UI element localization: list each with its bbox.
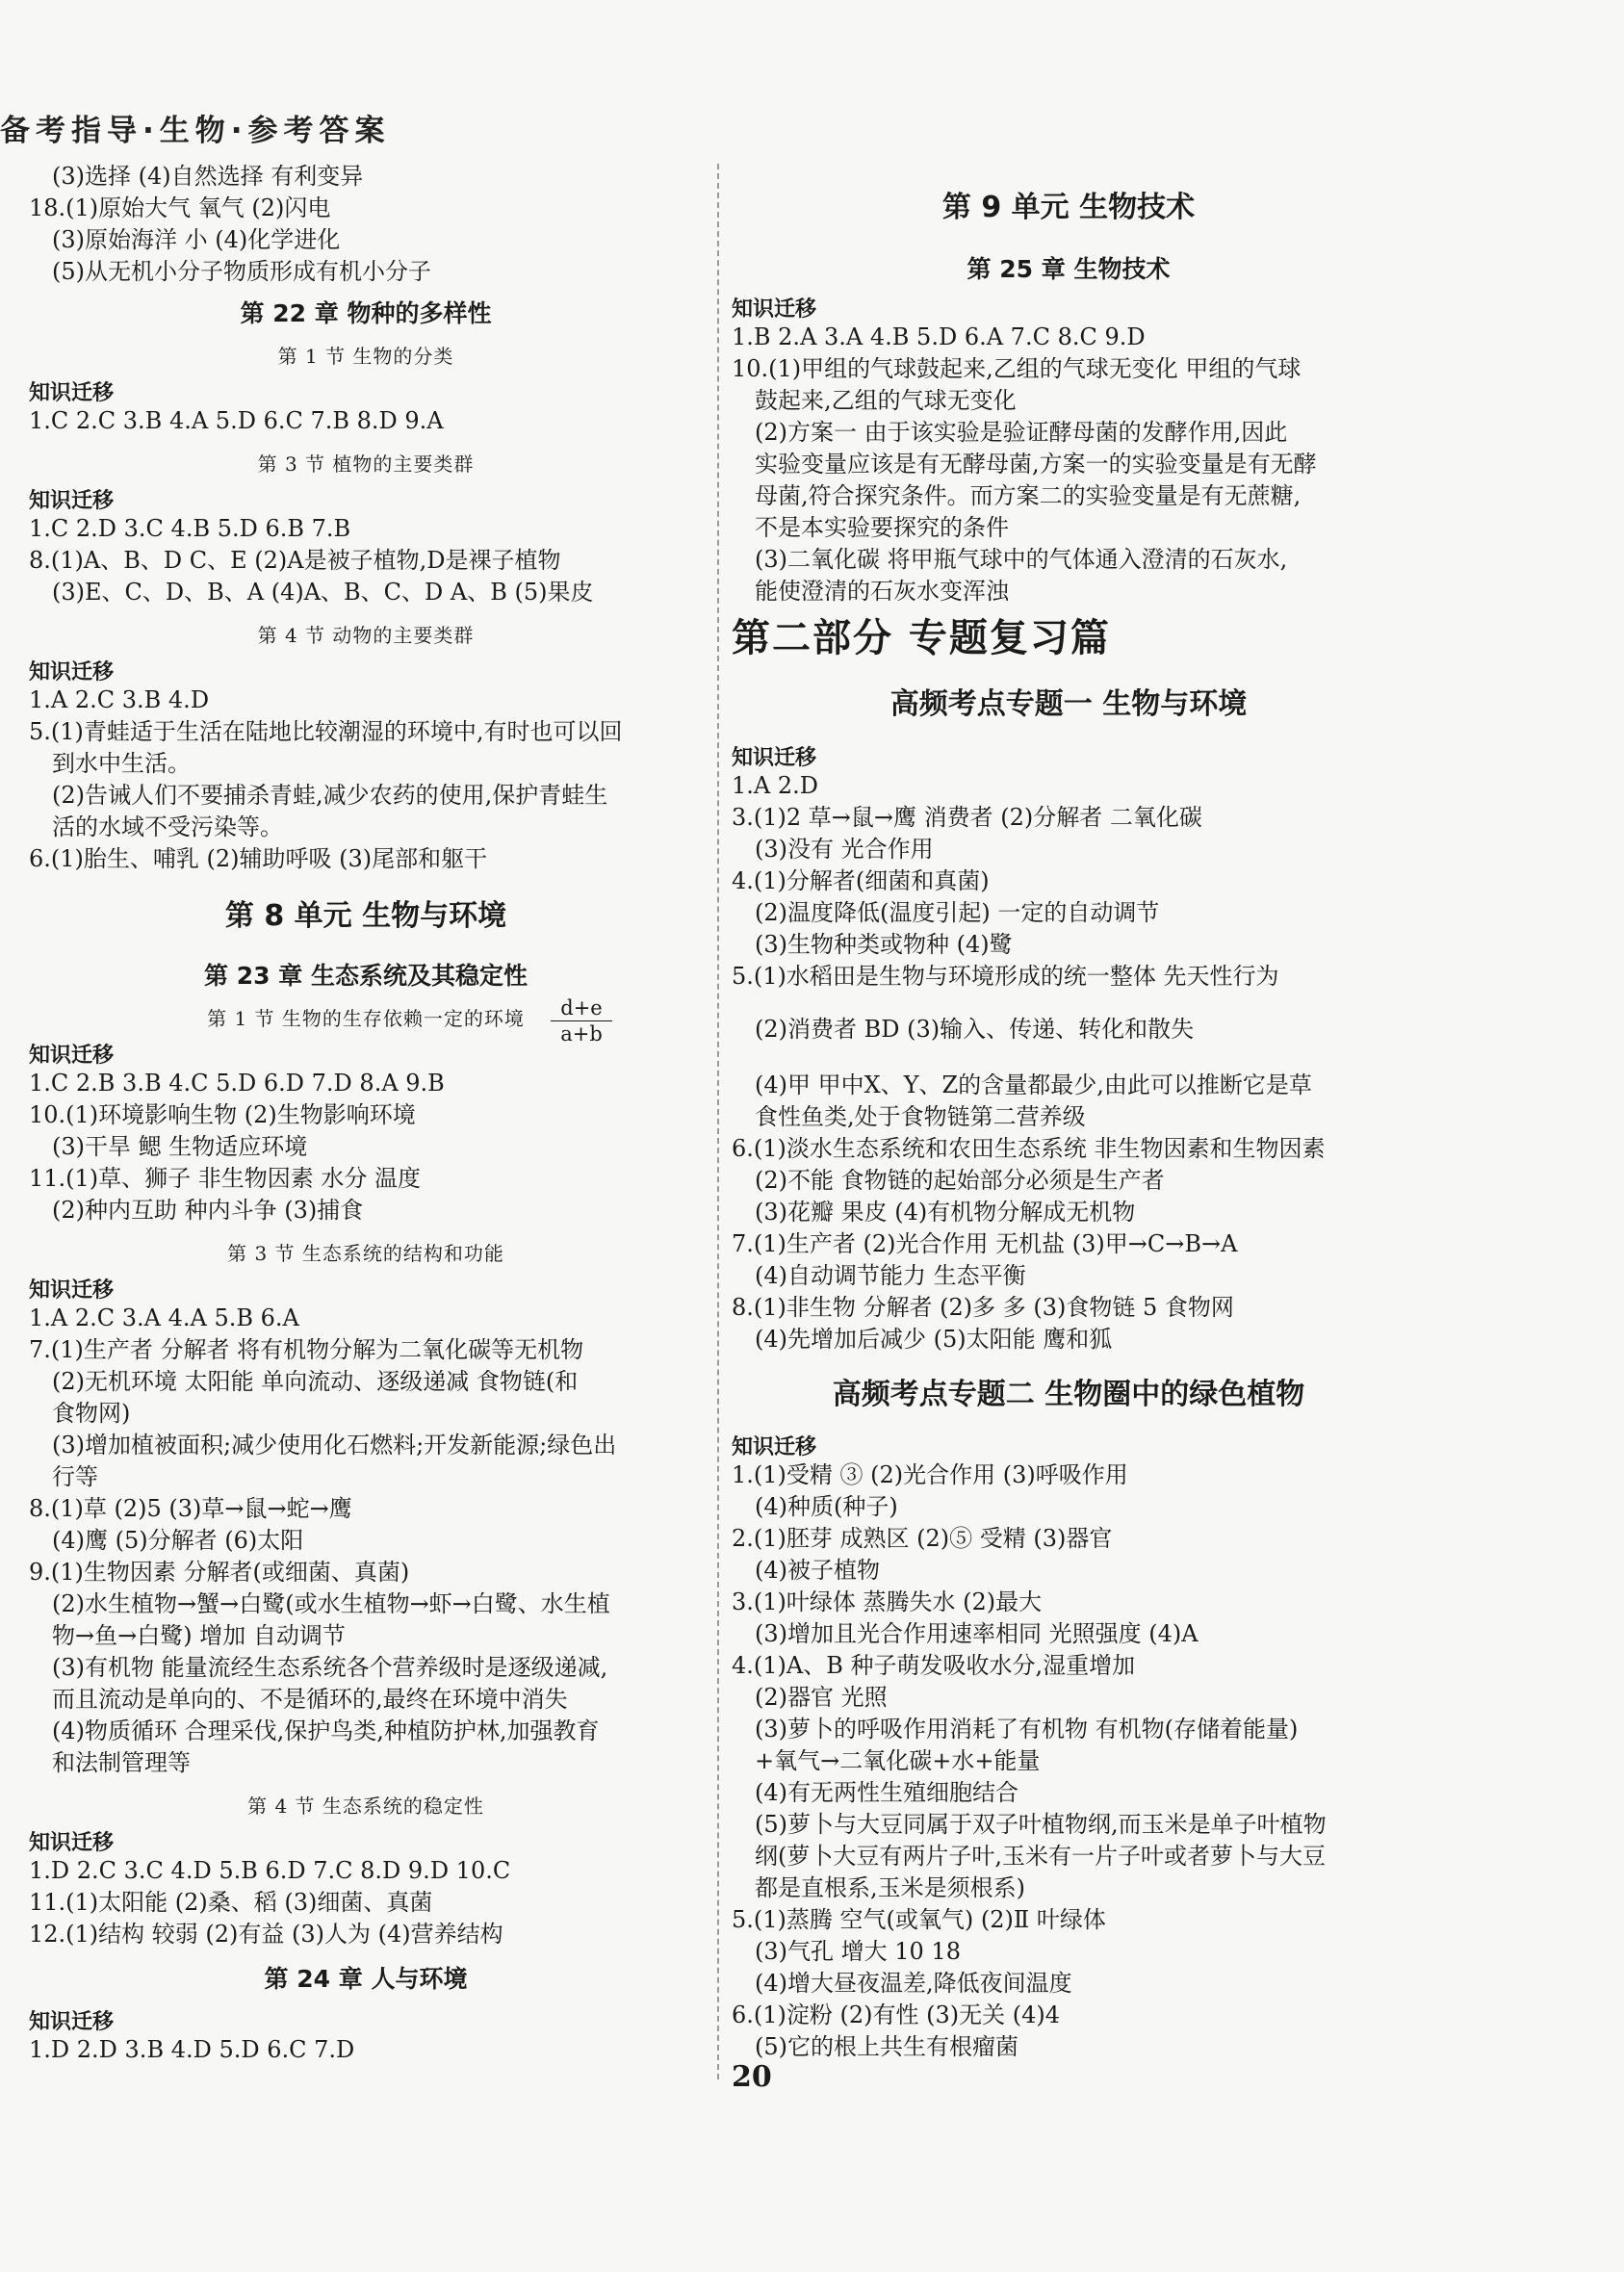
unit-heading: 高频考点专题一 生物与环境 bbox=[889, 687, 1248, 721]
answer-line: (2)消费者 BD (3)输入、传递、转化和散失 bbox=[755, 1016, 1195, 1043]
subheading: 知识迁移 bbox=[732, 746, 817, 770]
answer-line: 物→鱼→白鹭) 增加 自动调节 bbox=[52, 1622, 346, 1649]
answer-line: +氧气→二氧化碳+水+能量 bbox=[755, 1747, 1041, 1774]
answer-line: (4)种质(种子) bbox=[755, 1493, 898, 1520]
answer-line: (4)有无两性生殖细胞结合 bbox=[755, 1779, 1018, 1806]
answer-line: (3)气孔 增大 10 18 bbox=[755, 1938, 961, 1965]
answer-line: (4)物质循环 合理采伐,保护鸟类,种植防护林,加强教育 bbox=[52, 1717, 600, 1744]
answer-line: 6.(1)胎生、哺乳 (2)辅助呼吸 (3)尾部和躯干 bbox=[29, 845, 488, 872]
answer-line: 食性鱼类,处于食物链第二营养级 bbox=[755, 1103, 1086, 1130]
answer-line: (3)原始海洋 小 (4)化学进化 bbox=[52, 226, 341, 253]
answer-line: 9.(1)生物因素 分解者(或细菌、真菌) bbox=[29, 1559, 410, 1586]
answer-line: (3)生物种类或物种 (4)鹭 bbox=[755, 931, 1013, 958]
answer-line: 5.(1)青蛙适于生活在陆地比较潮湿的环境中,有时也可以回 bbox=[29, 718, 623, 745]
chapter-heading: 第 22 章 物种的多样性 bbox=[240, 299, 492, 327]
answer-line: (2)不能 食物链的起始部分必须是生产者 bbox=[755, 1167, 1165, 1194]
subheading: 知识迁移 bbox=[29, 1044, 115, 1068]
answer-line: (4)甲 甲中X、Y、Z的含量都最少,由此可以推断它是草 bbox=[755, 1071, 1312, 1098]
answer-line: 4.(1)A、B 种子萌发吸收水分,湿重增加 bbox=[732, 1652, 1136, 1679]
answer-line: 食物网) bbox=[52, 1400, 131, 1427]
fraction-numerator: d+e bbox=[551, 995, 612, 1021]
answer-line: (5)从无机小分子物质形成有机小分子 bbox=[52, 258, 431, 285]
subheading: 知识迁移 bbox=[29, 1831, 115, 1855]
answer-line: 12.(1)结构 较弱 (2)有益 (3)人为 (4)营养结构 bbox=[29, 1921, 503, 1948]
answer-line: (2)器官 光照 bbox=[755, 1684, 888, 1711]
answer-line: 2.(1)胚芽 成熟区 (2)⑤ 受精 (3)器官 bbox=[732, 1525, 1113, 1552]
answer-line: 鼓起来,乙组的气球无变化 bbox=[755, 387, 1017, 414]
chapter-heading: 第 25 章 生物技术 bbox=[967, 255, 1171, 283]
answer-line: 到水中生活。 bbox=[52, 750, 191, 777]
section-heading: 第 3 节 植物的主要类群 bbox=[257, 452, 475, 476]
page-number: 20 bbox=[732, 2060, 772, 2094]
answer-line: 都是直根系,玉米是须根系) bbox=[755, 1874, 1025, 1901]
answer-line: 1.A 2.C 3.B 4.D bbox=[29, 686, 210, 713]
answer-line: (2)无机环境 太阳能 单向流动、逐级递减 食物链(和 bbox=[52, 1368, 579, 1395]
answer-line: (2)水生植物→蟹→白鹭(或水生植物→虾→白鹭、水生植 bbox=[52, 1590, 610, 1617]
subheading: 知识迁移 bbox=[29, 1278, 115, 1303]
answer-line: (3)增加且光合作用速率相同 光照强度 (4)A bbox=[755, 1620, 1199, 1647]
answer-line: (3)有机物 能量流经生态系统各个营养级时是逐级递减, bbox=[52, 1654, 608, 1681]
answer-line: (2)温度降低(温度引起) 一定的自动调节 bbox=[755, 899, 1160, 926]
answer-line: (4)先增加后减少 (5)太阳能 鹰和狐 bbox=[755, 1326, 1113, 1353]
answer-line: 1.(1)受精 ③ (2)光合作用 (3)呼吸作用 bbox=[732, 1461, 1128, 1488]
answer-line: 3.(1)叶绿体 蒸腾失水 (2)最大 bbox=[732, 1588, 1043, 1615]
answer-line: 能使澄清的石灰水变浑浊 bbox=[755, 578, 1009, 605]
energy-fraction bbox=[551, 995, 612, 1046]
answer-line: 10.(1)环境影响生物 (2)生物影响环境 bbox=[29, 1101, 416, 1128]
answer-line: 6.(1)淀粉 (2)有性 (3)无关 (4)4 bbox=[732, 2001, 1061, 2028]
answer-line: 8.(1)非生物 分解者 (2)多 多 (3)食物链 5 食物网 bbox=[732, 1294, 1234, 1321]
unit-heading: 第 9 单元 生物技术 bbox=[941, 191, 1196, 224]
answer-line: 4.(1)分解者(细菌和真菌) bbox=[732, 867, 990, 894]
section-heading: 第 3 节 生态系统的结构和功能 bbox=[227, 1242, 504, 1265]
part-heading: 第二部分 专题复习篇 bbox=[732, 616, 1111, 660]
answer-line: 11.(1)太阳能 (2)桑、稻 (3)细菌、真菌 bbox=[29, 1889, 433, 1916]
answer-line: 1.D 2.C 3.C 4.D 5.B 6.D 7.C 8.D 9.D 10.C bbox=[29, 1857, 511, 1884]
fraction-denominator: a+b bbox=[560, 1022, 603, 1046]
answer-line: 1.D 2.D 3.B 4.D 5.D 6.C 7.D bbox=[29, 2036, 355, 2063]
answer-line: (2)告诫人们不要捕杀青蛙,减少农药的使用,保护青蛙生 bbox=[52, 782, 608, 809]
answer-line: (3)没有 光合作用 bbox=[755, 836, 934, 863]
answer-line: 活的水域不受污染等。 bbox=[52, 813, 283, 840]
answer-line: 18.(1)原始大气 氧气 (2)闪电 bbox=[29, 194, 331, 221]
answer-line: 而且流动是单向的、不是循环的,最终在环境中消失 bbox=[52, 1686, 568, 1713]
answer-line: (3)花瓣 果皮 (4)有机物分解成无机物 bbox=[755, 1199, 1136, 1226]
answer-line: (3)选择 (4)自然选择 有利变异 bbox=[52, 163, 364, 190]
subheading: 知识迁移 bbox=[29, 2010, 115, 2034]
unit-heading: 第 8 单元 生物与环境 bbox=[224, 899, 507, 933]
chapter-heading: 第 24 章 人与环境 bbox=[264, 1965, 468, 1993]
answer-line: 7.(1)生产者 (2)光合作用 无机盐 (3)甲→C→B→A bbox=[732, 1230, 1238, 1257]
answer-line: 11.(1)草、狮子 非生物因素 水分 温度 bbox=[29, 1165, 422, 1192]
answer-line: (2)种内互助 种内斗争 (3)捕食 bbox=[52, 1197, 364, 1224]
subheading: 知识迁移 bbox=[29, 381, 115, 405]
running-head: 备考指导·生物·参考答案 bbox=[0, 114, 391, 148]
answer-line: 行等 bbox=[52, 1463, 98, 1490]
section-heading: 第 1 节 生物的生存依赖一定的环境 bbox=[207, 1007, 525, 1030]
column-divider bbox=[717, 164, 719, 2079]
subheading: 知识迁移 bbox=[732, 297, 817, 322]
answer-line: (4)鹰 (5)分解者 (6)太阳 bbox=[52, 1527, 304, 1554]
answer-line: 7.(1)生产者 分解者 将有机物分解为二氧化碳等无机物 bbox=[29, 1336, 584, 1363]
answer-line: (4)增大昼夜温差,降低夜间温度 bbox=[755, 1970, 1072, 1997]
answer-line: 3.(1)2 草→鼠→鹰 消费者 (2)分解者 二氧化碳 bbox=[732, 804, 1202, 831]
answer-line: (4)被子植物 bbox=[755, 1557, 880, 1584]
answer-line: 8.(1)A、B、D C、E (2)A是被子植物,D是裸子植物 bbox=[29, 547, 561, 574]
answer-line: (3)E、C、D、B、A (4)A、B、C、D A、B (5)果皮 bbox=[52, 579, 594, 606]
answer-line: 不是本实验要探究的条件 bbox=[755, 514, 1009, 541]
subheading: 知识迁移 bbox=[29, 660, 115, 684]
section-heading: 第 4 节 生态系统的稳定性 bbox=[247, 1794, 484, 1818]
answer-line: 1.A 2.D bbox=[732, 772, 818, 799]
answer-line: 纲(萝卜大豆有两片子叶,玉米有一片子叶或者萝卜与大豆 bbox=[755, 1843, 1326, 1870]
answer-line: (3)干旱 鳃 生物适应环境 bbox=[52, 1133, 308, 1160]
answer-line: 1.C 2.C 3.B 4.A 5.D 6.C 7.B 8.D 9.A bbox=[29, 407, 444, 434]
subheading: 知识迁移 bbox=[29, 489, 115, 513]
unit-heading: 高频考点专题二 生物圈中的绿色植物 bbox=[832, 1378, 1305, 1411]
answer-line: 5.(1)蒸腾 空气(或氧气) (2)Ⅱ 叶绿体 bbox=[732, 1906, 1106, 1933]
answer-line: (3)增加植被面积;减少使用化石燃料;开发新能源;绿色出 bbox=[52, 1432, 617, 1459]
answer-line: 5.(1)水稻田是生物与环境形成的统一整体 先天性行为 bbox=[732, 963, 1279, 990]
answer-line: 6.(1)淡水生态系统和农田生态系统 非生物因素和生物因素 bbox=[732, 1135, 1326, 1162]
chapter-heading: 第 23 章 生态系统及其稳定性 bbox=[204, 962, 528, 990]
answer-line: (4)自动调节能力 生态平衡 bbox=[755, 1262, 1026, 1289]
answer-line: 和法制管理等 bbox=[52, 1749, 191, 1776]
subheading: 知识迁移 bbox=[732, 1435, 817, 1459]
answer-line: 1.B 2.A 3.A 4.B 5.D 6.A 7.C 8.C 9.D bbox=[732, 323, 1146, 350]
answer-line: 实验变量应该是有无酵母菌,方案一的实验变量是有无酵 bbox=[755, 451, 1317, 478]
answer-line: (5)萝卜与大豆同属于双子叶植物纲,而玉米是单子叶植物 bbox=[755, 1811, 1327, 1838]
answer-line: (2)方案一 由于该实验是验证酵母菌的发酵作用,因此 bbox=[755, 419, 1288, 446]
answer-line: 10.(1)甲组的气球鼓起来,乙组的气球无变化 甲组的气球 bbox=[732, 355, 1302, 382]
answer-line: (3)二氧化碳 将甲瓶气球中的气体通入澄清的石灰水, bbox=[755, 546, 1288, 573]
section-heading: 第 4 节 动物的主要类群 bbox=[257, 624, 475, 647]
answer-line: 1.C 2.B 3.B 4.C 5.D 6.D 7.D 8.A 9.B bbox=[29, 1070, 445, 1097]
answer-line: 母菌,符合探究条件。而方案二的实验变量是有无蔗糖, bbox=[755, 482, 1302, 509]
answer-line: 8.(1)草 (2)5 (3)草→鼠→蛇→鹰 bbox=[29, 1495, 352, 1522]
answer-line: 1.A 2.C 3.A 4.A 5.B 6.A bbox=[29, 1304, 299, 1331]
answer-line: (5)它的根上共生有根瘤菌 bbox=[755, 2033, 1018, 2060]
answer-line: 1.C 2.D 3.C 4.B 5.D 6.B 7.B bbox=[29, 515, 351, 542]
answer-line: (3)萝卜的呼吸作用消耗了有机物 有机物(存储着能量) bbox=[755, 1716, 1299, 1743]
section-heading: 第 1 节 生物的分类 bbox=[277, 345, 454, 368]
